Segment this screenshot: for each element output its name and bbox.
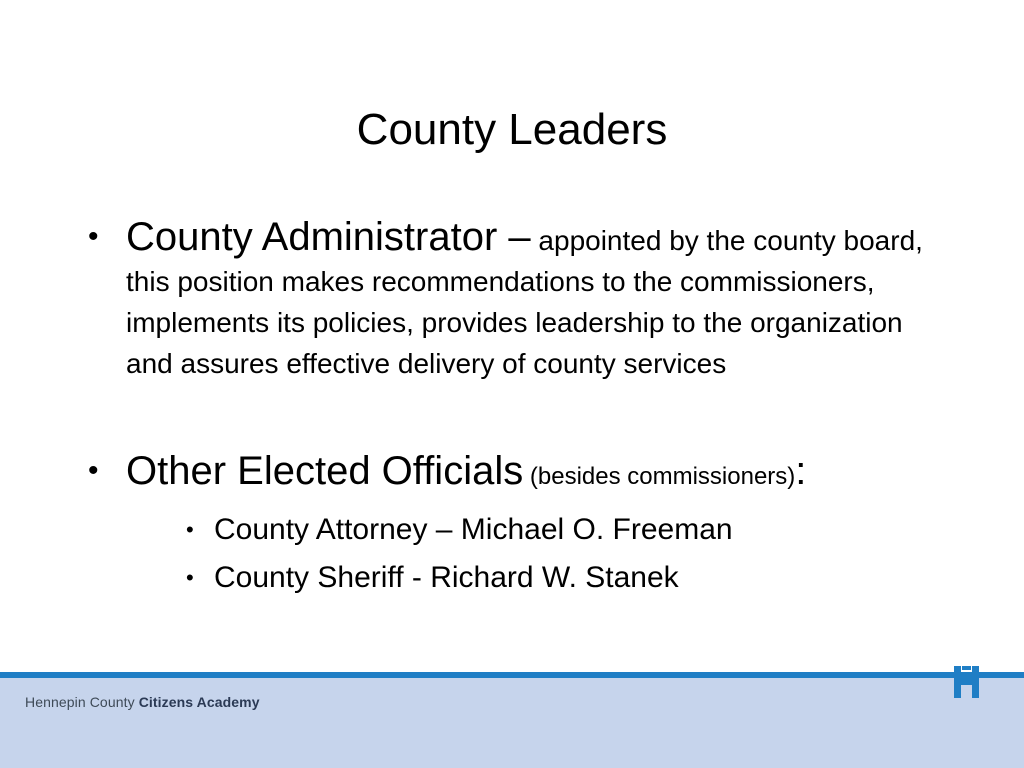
bullet-other-elected-officials xyxy=(80,448,940,494)
bullet-mark: • xyxy=(88,220,99,253)
sub-bullet-mark: • xyxy=(186,565,194,590)
sub-bullet-list xyxy=(80,506,940,602)
bullet-detail: appointed by the county board, this position makes recommendations to the commissioners, implements its policies, provides leadership to the organization and assures effective delivery of county services xyxy=(126,225,923,379)
sub-bullet-mark: • xyxy=(186,517,194,542)
slide-body xyxy=(80,214,940,602)
hennepin-h-logo-icon xyxy=(953,666,981,698)
slide-title: County Leaders xyxy=(356,105,668,154)
footer-band xyxy=(0,672,1024,768)
sub-bullet-county-attorney xyxy=(186,506,940,554)
bullet-mark: • xyxy=(88,454,99,487)
bullet-parenthetical: (besides commissioners) xyxy=(523,463,796,490)
bullet-lead: Other Elected Officials xyxy=(126,449,524,493)
footer-program-name: Citizens Academy xyxy=(138,694,260,710)
bullet-county-administrator xyxy=(80,214,940,384)
bullet-suffix: : xyxy=(795,449,807,493)
footer-branding xyxy=(25,694,260,710)
footer-org-name: Hennepin County xyxy=(25,694,135,710)
bullet-lead: County Administrator – xyxy=(126,215,531,259)
sub-bullet-county-sheriff xyxy=(186,554,940,602)
sub-bullet-text: County Attorney – Michael O. Freeman xyxy=(214,513,733,546)
sub-bullet-text: County Sheriff - Richard W. Stanek xyxy=(214,561,679,594)
